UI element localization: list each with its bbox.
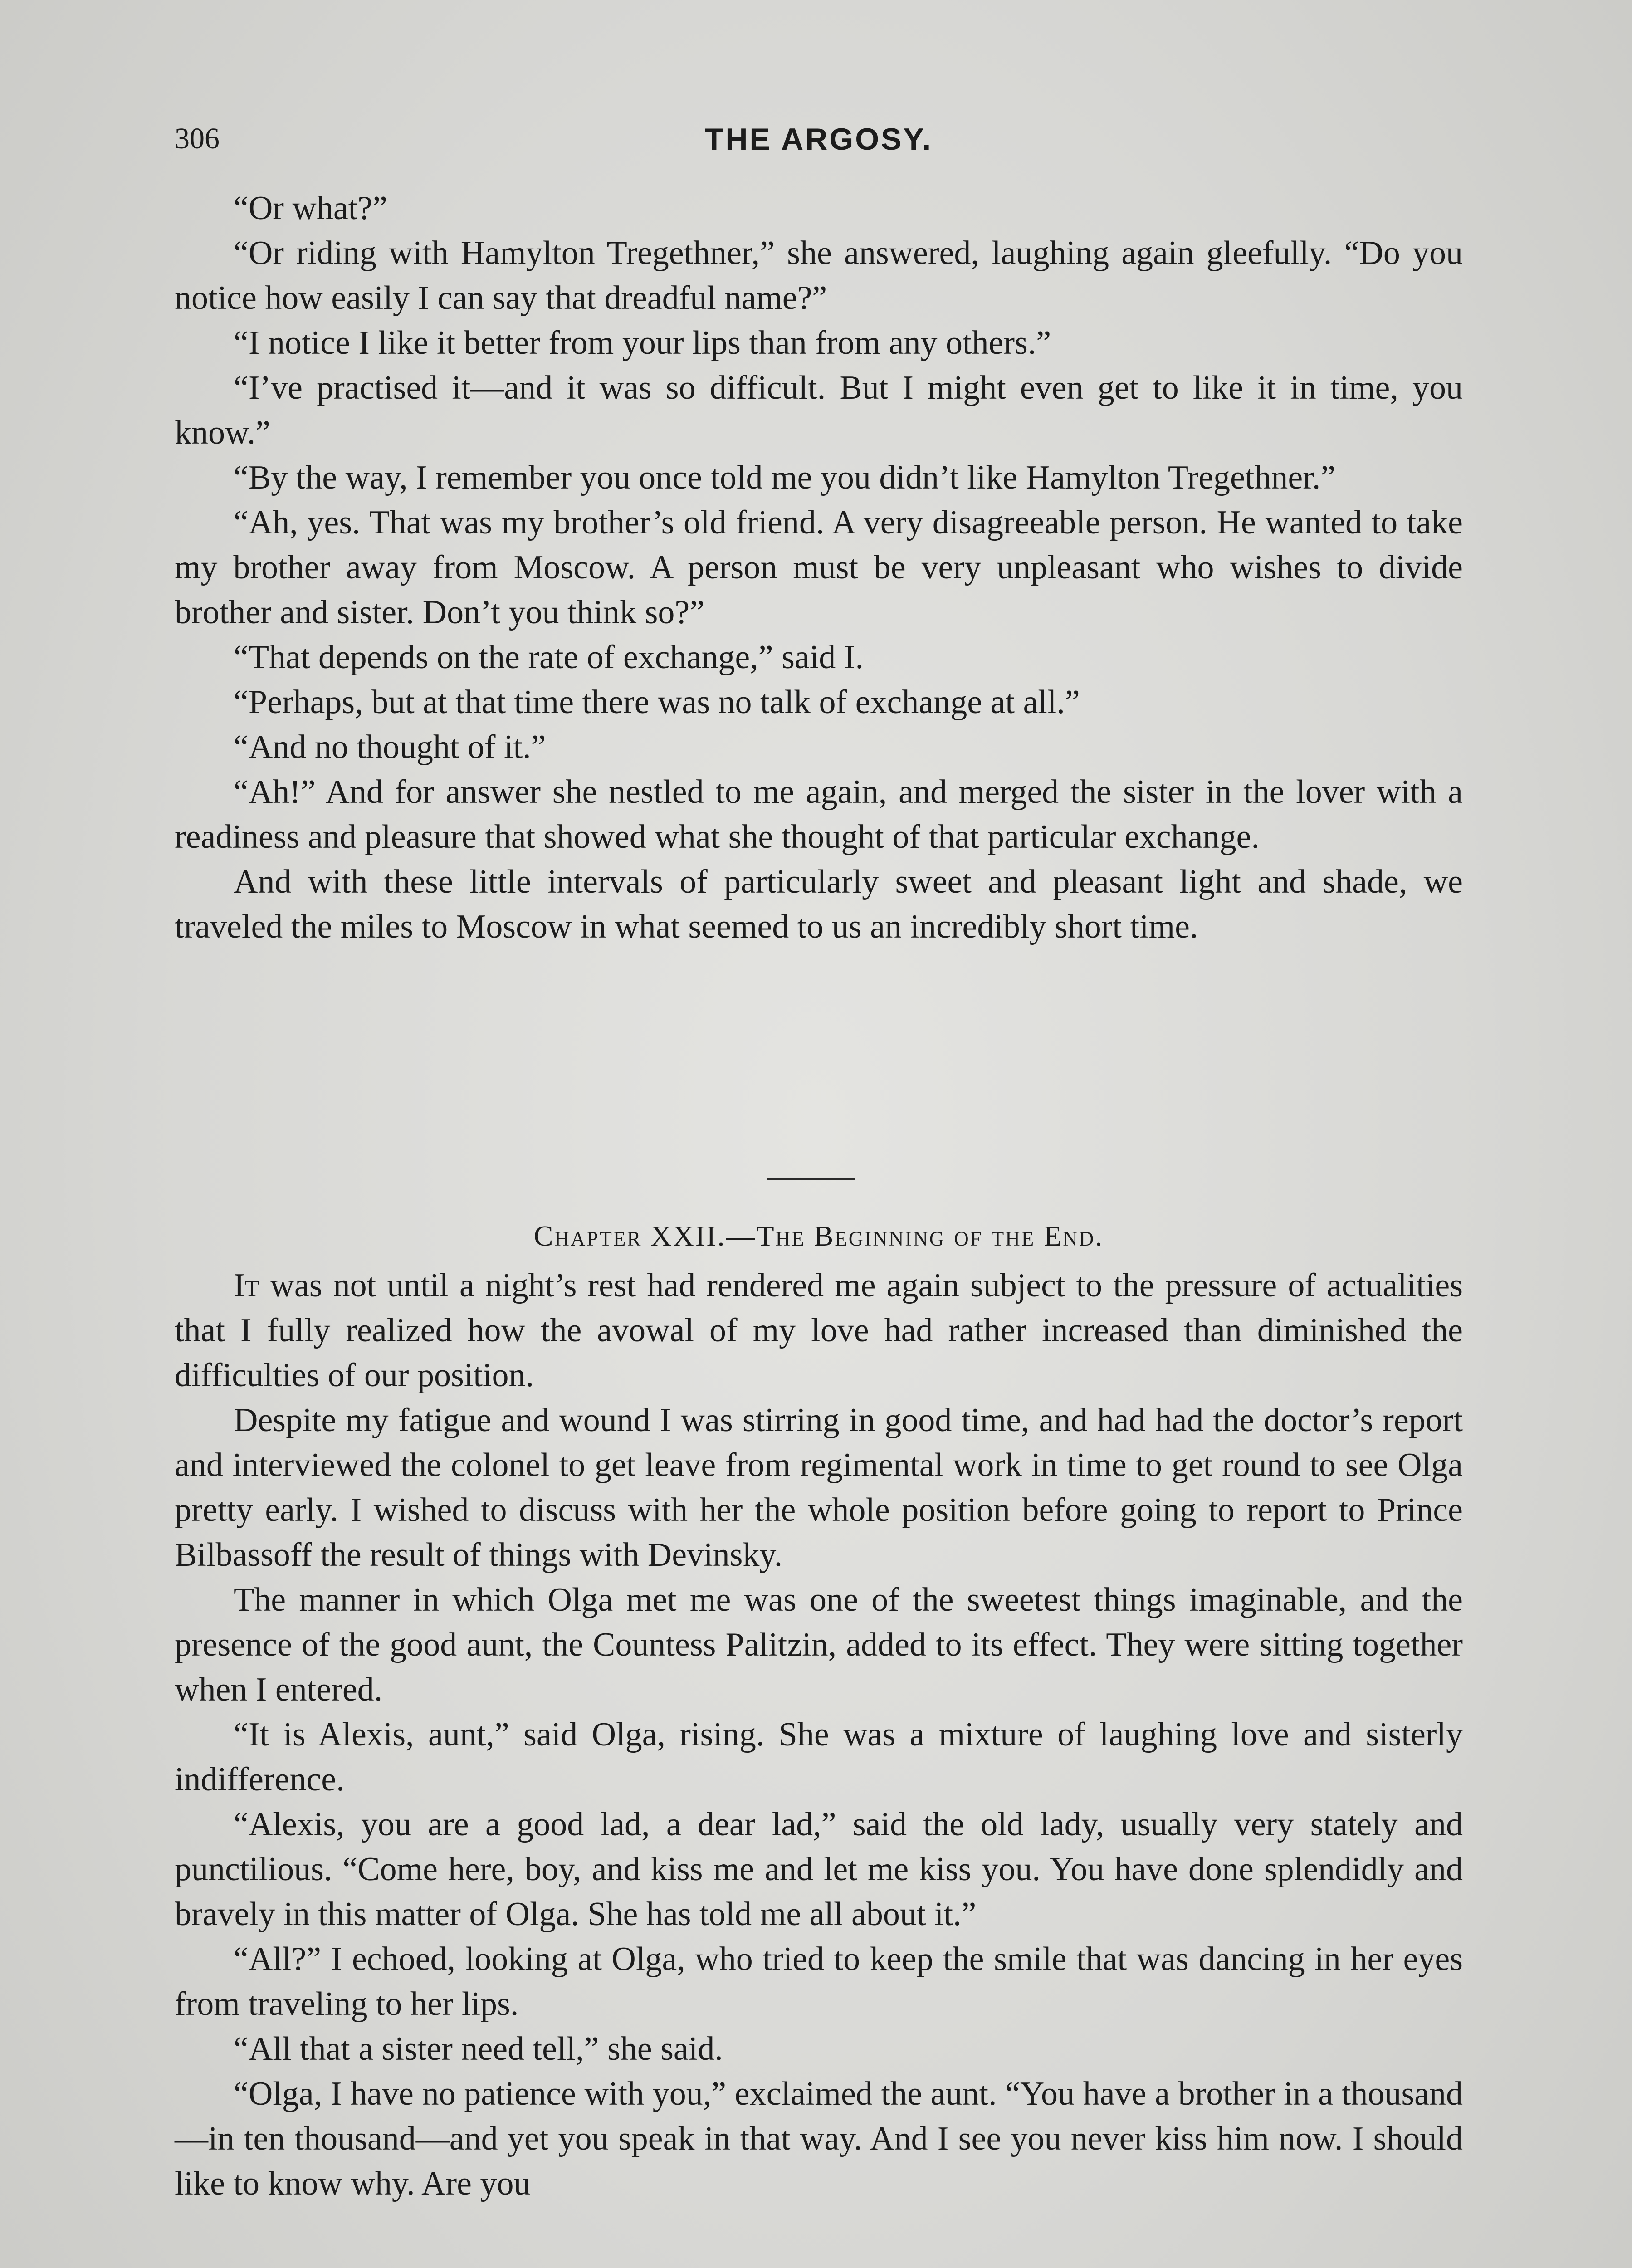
paragraph: And with these little intervals of particularly sweet and pleasant light and shade, we traveled the miles to Moscow in what seemed to us an incredibly short time. [175, 863, 1463, 945]
paragraph: “All that a sister need tell,” she said. [234, 2030, 723, 2068]
paragraph: “Or riding with Hamylton Tregethner,” she answered, laughing again gleefully. “Do you notice how easily I can say that dreadful name?” [175, 235, 1463, 317]
paragraph: “And no thought of it.” [234, 728, 546, 766]
chapter-first-word: It [234, 1267, 259, 1304]
paragraph: “That depends on the rate of exchange,” said I. [234, 639, 864, 676]
paragraph: “Perhaps, but at that time there was no talk of exchange at all.” [234, 684, 1080, 721]
section-divider [767, 1178, 855, 1180]
chapter-body [175, 1263, 1463, 2206]
chapter-heading: Chapter XXII.—The Beginning of the End. [533, 1220, 1104, 1252]
paragraph: The manner in which Olga met me was one of the sweetest things imaginable, and the presence of the good aunt, the Countess Palitzin, added to its effect. They were sitting together when I entered. [175, 1581, 1463, 1708]
chapter-opening-paragraph [175, 1263, 1463, 1398]
dialogue-section [175, 186, 1463, 949]
page-header [175, 117, 1463, 162]
paragraph: “By the way, I remember you once told me you didn’t like Hamylton Tregethner.” [234, 459, 1336, 496]
paragraph: “Alexis, you are a good lad, a dear lad,” said the old lady, usually very stately and punctilious. “Come here, boy, and kiss me and let me kiss you. You have done splendidly and bravely in this matter of Olga. She has told me all about it.” [175, 1806, 1463, 1933]
paragraph: “All?” I echoed, looking at Olga, who tried to keep the smile that was dancing in her eyes from traveling to her lips. [175, 1941, 1463, 2023]
paragraph: “Olga, I have no patience with you,” exclaimed the aunt. “You have a brother in a thousand—in ten thousand—and yet you speak in that way. And I see you never kiss him now. I should like to know why. Are you [175, 2075, 1463, 2202]
paragraph: Despite my fatigue and wound I was stirring in good time, and had had the doctor’s report and interviewed the colonel to get leave from regimental work in time to get round to see Olga pretty early. I wished to discuss with her the whole position before going to report to Prince Bilbassoff the result of things with Devinsky. [175, 1402, 1463, 1574]
paragraph: “I notice I like it better from your lips than from any others.” [234, 324, 1051, 362]
paragraph: “Ah!” And for answer she nestled to me again, and merged the sister in the lover with a readiness and pleasure that showed what she thought of that particular exchange. [175, 773, 1463, 855]
paragraph: “Or what?” [234, 190, 387, 227]
paragraph: “It is Alexis, aunt,” said Olga, rising. She was a mixture of laughing love and sisterly indifference. [175, 1716, 1463, 1798]
paragraph: “I’ve practised it—and it was so difficult. But I might even get to like it in time, you know.” [175, 369, 1463, 451]
paragraph: “Ah, yes. That was my brother’s old friend. A very disagreeable person. He wanted to take my brother away from Moscow. A person must be very unpleasant who wishes to divide brother and sister. Don’t you think so?” [175, 504, 1463, 631]
page-number: 306 [175, 122, 220, 155]
chapter-first-rest: was not until a night’s rest had rendered me again subject to the pressure of actualities that I fully realized how the avowal of my love had rather increased than diminished the difficulties of our position. [175, 1267, 1463, 1394]
running-head: THE ARGOSY. [704, 122, 933, 156]
